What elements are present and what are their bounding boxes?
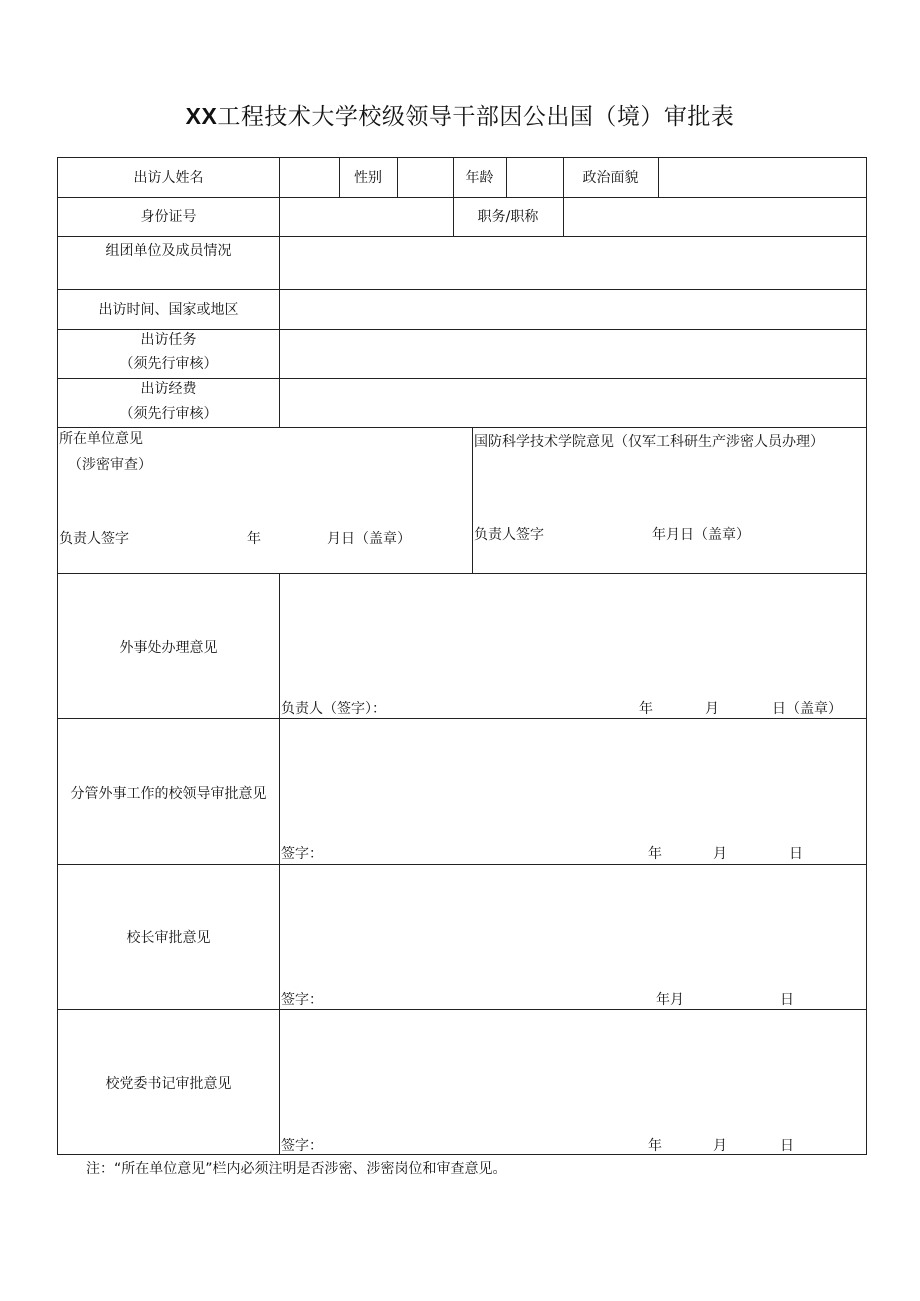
id-label: 身份证号 — [140, 209, 197, 225]
time-label: 出访时间、国家或地区 — [98, 302, 239, 318]
position-label: 职务/职称 — [477, 209, 539, 225]
president-sign-label: 签字： — [281, 992, 323, 1008]
col-divider — [279, 573, 280, 1154]
task-label: 出访任务 — [140, 332, 197, 348]
foreign-affairs-label: 外事处办理意见 — [119, 640, 218, 656]
title-main: 工程技术大学校级领导干部因公出国（境）审批表 — [217, 104, 735, 130]
row-divider — [58, 197, 866, 198]
col-divider — [506, 158, 507, 197]
footnote: 注：“所在单位意见”栏内必须注明是否涉密、涉密岗位和审查意见。 — [86, 1161, 507, 1177]
row-divider — [58, 718, 866, 719]
row-divider — [58, 864, 866, 865]
secretary-year: 年 — [648, 1138, 662, 1154]
foreign-affairs-day: 日（盖章） — [772, 701, 842, 717]
funds-label: 出访经费 — [140, 381, 197, 397]
foreign-affairs-sign-label: 负责人（签字）： — [281, 701, 386, 717]
unit-sign-label: 负责人签字 — [59, 531, 129, 547]
political-label: 政治面貌 — [582, 170, 639, 186]
page-title — [0, 98, 920, 131]
col-divider — [397, 158, 398, 197]
age-label: 年龄 — [465, 170, 494, 186]
defense-sign-label: 负责人签字 — [474, 527, 544, 543]
funds-sublabel: （须先行审核） — [119, 406, 218, 422]
col-divider — [658, 158, 659, 197]
row-divider — [58, 378, 866, 379]
secretary-sign-label: 签字： — [281, 1138, 323, 1154]
leader-sign-label: 签字： — [281, 846, 323, 862]
president-yearmonth: 年月 — [656, 992, 684, 1008]
group-label: 组团单位及成员情况 — [105, 243, 232, 259]
unit-date-label: 月日（盖章） — [327, 531, 411, 547]
row-divider — [58, 236, 866, 237]
leader-year: 年 — [648, 846, 662, 862]
row-divider — [58, 289, 866, 290]
task-sublabel: （须先行审核） — [119, 356, 218, 372]
defense-date-label: 年月日（盖章） — [652, 527, 750, 543]
secretary-label: 校党委书记审批意见 — [105, 1076, 232, 1092]
approval-form — [57, 157, 867, 1155]
leader-label: 分管外事工作的校领导审批意见 — [70, 786, 267, 802]
leader-month: 月 — [713, 846, 727, 862]
secretary-month: 月 — [713, 1138, 727, 1154]
row-divider — [58, 427, 866, 428]
title-prefix: XX — [185, 103, 218, 129]
defense-opinion-label: 国防科学技术学院意见（仅军工科研生产涉密人员办理） — [474, 434, 824, 450]
unit-opinion-sub: （涉密审查） — [68, 457, 152, 473]
foreign-affairs-year: 年 — [639, 701, 653, 717]
president-day: 日 — [780, 992, 794, 1008]
unit-opinion-label: 所在单位意见 — [59, 431, 143, 447]
row-divider — [58, 573, 866, 574]
secretary-day: 日 — [780, 1138, 794, 1154]
president-label: 校长审批意见 — [126, 930, 211, 946]
unit-year-label: 年 — [247, 531, 261, 547]
col-divider — [279, 197, 280, 427]
col-divider — [279, 158, 280, 197]
name-label: 出访人姓名 — [133, 170, 204, 186]
foreign-affairs-month: 月 — [705, 701, 719, 717]
gender-label: 性别 — [354, 170, 382, 186]
leader-day: 日 — [789, 846, 803, 862]
row-divider — [58, 1009, 866, 1010]
col-divider — [472, 427, 473, 573]
row-divider — [58, 329, 866, 330]
